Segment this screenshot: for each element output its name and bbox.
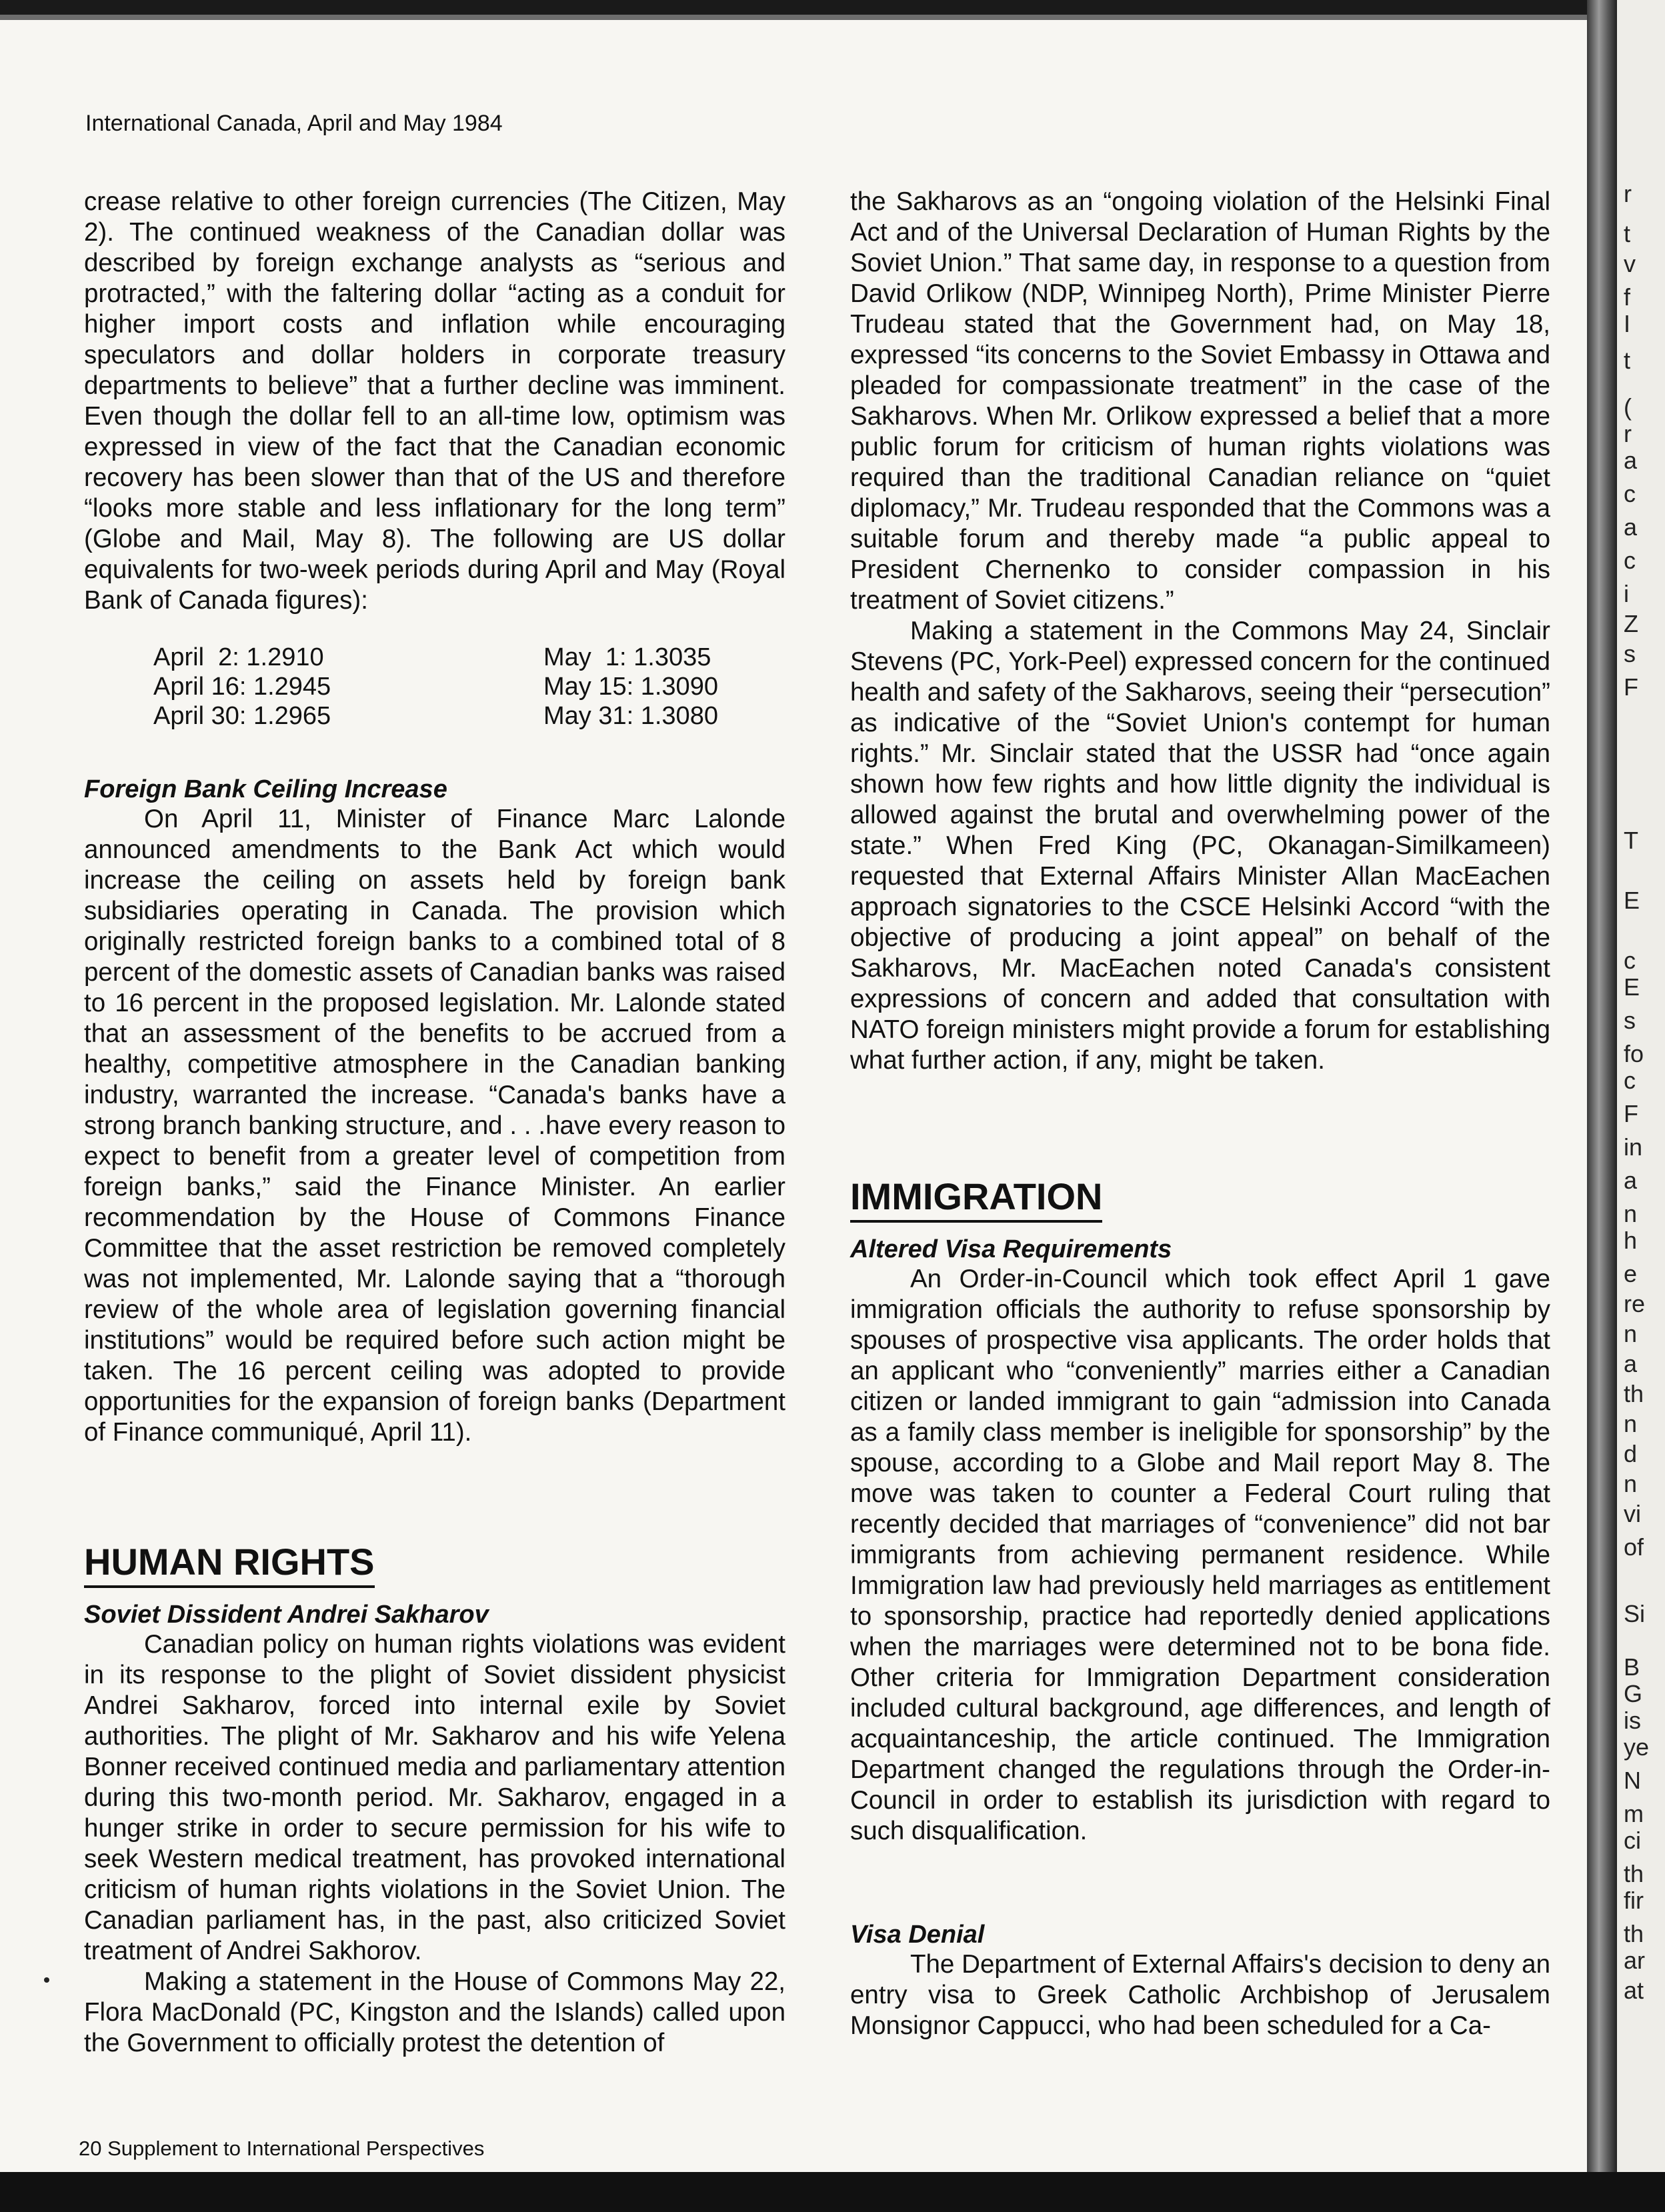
section-title-immigration: IMMIGRATION xyxy=(850,1176,1102,1223)
right-column xyxy=(850,187,1550,2041)
left-column xyxy=(84,187,785,2059)
facing-page-fragment: F xyxy=(1624,1100,1638,1127)
facing-page-fragment: of xyxy=(1624,1533,1644,1561)
facing-page-fragment: fo xyxy=(1624,1040,1644,1067)
facing-page-fragment: vi xyxy=(1624,1500,1641,1527)
facing-page-fragment: f xyxy=(1624,283,1631,311)
facing-page-fragment: s xyxy=(1624,640,1636,667)
facing-page-fragment: a xyxy=(1624,513,1638,541)
facing-page-fragment: a xyxy=(1624,447,1638,474)
paragraph-sakharov-1: Canadian policy on human rights violations was evident in its response to the plight of Soviet dissident physicist Andrei Sakharov, forced into internal exile by Soviet authorities. The plight of Mr. Sakharov and his wife Yelena Bonner received continued media and parliamentary attention during this two-month period. Mr. Sakharov, engaged in a hunger strike in order to secure permission for his wife to seek Western medical treatment, has provoked international criticism of human rights violations in the Soviet Union. The Canadian parliament has, in the past, also criticized Soviet treatment of Andrei Sakhorov. xyxy=(84,1630,785,1965)
scan-bottom-edge xyxy=(0,2172,1665,2212)
section-title-human-rights: HUMAN RIGHTS xyxy=(84,1541,375,1588)
paragraph-foreign-bank: On April 11, Minister of Finance Marc Lalonde announced amendments to the Bank Act which would increase the ceiling on assets held by foreign bank subsidiaries operating in Canada. The provision which originally restricted foreign banks to a combined total of 8 percent of the domestic assets of Canadian banks was raised to 16 percent in the proposed legislation. Mr. Lalonde stated that an assessment of the benefits to be accrued from a healthy, competitive atmosphere in the Canadian banking industry, warranted the increase. “Canada's banks have a strong branch banking structure, and . . .have every reason to expect to benefit from a greater level of competition from foreign banks,” said the Finance Minister. An earlier recommendation by the House of Commons Finance Committee that the asset restriction be removed completely was not implemented, Mr. Lalonde saying that a “thorough review of the whole area of legislation governing financial institutions” would be required before such action might be taken. The 16 percent ceiling was adopted to provide opportunities for the expansion of foreign banks (Department of Finance communiqué, April 11). xyxy=(84,805,785,1447)
facing-page-fragment: i xyxy=(1624,580,1629,607)
scan-top-shadow xyxy=(0,15,1587,20)
facing-page-fragment: is xyxy=(1624,1707,1641,1734)
exchange-rate-table xyxy=(153,643,785,731)
facing-page-fragment: G xyxy=(1624,1680,1643,1707)
facing-page-fragment: ( xyxy=(1624,393,1632,421)
facing-page-fragment: r xyxy=(1624,420,1632,447)
paragraph-visa-denial: The Department of External Affairs's decision to deny an entry visa to Greek Catholic Archbishop of Jerusalem Monsignor Cappucci, who had been scheduled for a Ca- xyxy=(850,1950,1550,2040)
facing-page-fragment: ar xyxy=(1624,1947,1646,1974)
facing-page-fragment: c xyxy=(1624,547,1636,574)
facing-page-fragment: ci xyxy=(1624,1827,1641,1854)
rate-april-16: April 16: 1.2945 xyxy=(153,673,331,701)
facing-page-fragment: re xyxy=(1624,1290,1646,1317)
facing-page-fragment: N xyxy=(1624,1767,1641,1794)
margin-dot xyxy=(44,1977,49,1983)
facing-page-fragment: h xyxy=(1624,1227,1638,1254)
facing-page-fragment: th xyxy=(1624,1380,1644,1407)
facing-page-fragment: fir xyxy=(1624,1887,1644,1914)
facing-page-fragment: th xyxy=(1624,1860,1644,1887)
rate-april-30: April 30: 1.2965 xyxy=(153,702,331,730)
facing-page-fragment: ye xyxy=(1624,1733,1650,1761)
facing-page-fragment: n xyxy=(1624,1470,1638,1497)
scan-top-edge xyxy=(0,0,1665,15)
facing-page-fragment: r xyxy=(1624,180,1632,207)
running-header: International Canada, April and May 1984 xyxy=(85,111,503,136)
facing-page-fragment: E xyxy=(1624,887,1640,914)
facing-page-fragment: e xyxy=(1624,1260,1638,1287)
facing-page-fragment: I xyxy=(1624,310,1631,337)
facing-page-fragment: n xyxy=(1624,1410,1638,1437)
facing-page-fragment: in xyxy=(1624,1133,1643,1161)
facing-page-fragment: th xyxy=(1624,1920,1644,1947)
page-footer: 20 Supplement to International Perspectives xyxy=(79,2137,485,2160)
facing-page-fragment: T xyxy=(1624,827,1638,854)
facing-page-fragment: Si xyxy=(1624,1600,1646,1627)
rate-may-1: May 1: 1.3035 xyxy=(543,643,711,671)
subheading-visa-requirements: Altered Visa Requirements xyxy=(850,1235,1172,1263)
facing-page-fragment: s xyxy=(1624,1007,1636,1034)
facing-page-fragment: at xyxy=(1624,1977,1644,2004)
facing-page-fragment: c xyxy=(1624,1067,1636,1094)
subheading-foreign-bank: Foreign Bank Ceiling Increase xyxy=(84,775,447,803)
facing-page-fragment: c xyxy=(1624,480,1636,507)
facing-page-fragment: t xyxy=(1624,347,1631,374)
subheading-visa-denial: Visa Denial xyxy=(850,1921,985,1949)
facing-page-strip xyxy=(1617,0,1665,2212)
paragraph-sakharov-4: Making a statement in the Commons May 24, Sinclair Stevens (PC, York-Peel) expressed concern for the continued health and safety of the Sakharovs, seeing their “persecution” as indicative of the “Soviet Union's contempt for human rights.” Mr. Sinclair stated that the USSR had “once again shown how few rights and how little dignity the individual is allowed against the brutal and overwhelming power of the state.” When Fred King (PC, Okanagan-Similkameen) requested that External Affairs Minister Allan MacEachen approach signatories to the CSCE Helsinki Accord “with the objective of producing a joint appeal” on behalf of the Sakharovs, Mr. MacEachen noted Canada's consistent expressions of concern and added that consultation with NATO foreign ministers might provide a forum for establishing what further action, if any, might be taken. xyxy=(850,617,1550,1075)
rate-may-31: May 31: 1.3080 xyxy=(543,702,718,730)
facing-page-fragment: Z xyxy=(1624,610,1638,637)
facing-page-fragment: m xyxy=(1624,1800,1644,1827)
facing-page-fragment: t xyxy=(1624,220,1631,247)
facing-page-fragment: n xyxy=(1624,1320,1638,1347)
paragraph-visa-requirements: An Order-in-Council which took effect April 1 gave immigration officials the authority to refuse sponsorship by spouses of prospective visa applicants. The order holds that an applicant who “conveniently” marries either a Canadian citizen or landed immigrant to gain “admission into Canada as a family class member is ineligible for sponsorship” by the spouse, according to a Globe and Mail report May 8. The move was taken to counter a Federal Court ruling that recently decided that marriages of “convenience” did not bar immigrants from achieving permanent residence. While Immigration law had previously held marriages as entitlement to sponsorship, practice had reportedly denied applications when the marriages were determined not to be bona fide. Other criteria for Immigration Department consideration included cultural background, age differences, and length of acquaintanceship, the article continued. The Immigration Department changed the regulations through the Order-in-Council in order to establish its jurisdiction with regard to such disqualification. xyxy=(850,1265,1550,1845)
paragraph-sakharov-2: Making a statement in the House of Commons May 22, Flora MacDonald (PC, Kingston and the Islands) called upon the Government to officially protest the detention of xyxy=(84,1967,785,2057)
facing-page-fragment: B xyxy=(1624,1653,1640,1681)
subheading-sakharov: Soviet Dissident Andrei Sakharov xyxy=(84,1601,489,1629)
facing-page-fragment: F xyxy=(1624,673,1638,701)
facing-page-fragment: a xyxy=(1624,1350,1638,1377)
paragraph-currency: crease relative to other foreign currencies (The Citizen, May 2). The continued weakness of the Canadian dollar was described by foreign exchange analysts as “serious and protracted,” with the faltering dollar “acting as a conduit for higher import costs and inflation while encouraging speculators and dollar holders in corporate treasury departments to believe” that a further decline was imminent. Even though the dollar fell to an all-time low, optimism was expressed in view of the fact that the Canadian economic recovery has been slower than that of the US and therefore “looks more stable and less inflationary for the long term” (Globe and Mail, May 8). The following are US dollar equivalents for two-week periods during April and May (Royal Bank of Canada figures): xyxy=(84,187,785,615)
facing-page-fragment: d xyxy=(1624,1440,1638,1467)
facing-page-fragment: E xyxy=(1624,973,1640,1001)
book-spine xyxy=(1587,0,1617,2212)
rate-may-15: May 15: 1.3090 xyxy=(543,673,718,701)
paragraph-sakharov-3: the Sakharovs as an “ongoing violation of the Helsinki Final Act and of the Universal Declaration of Human Rights by the Soviet Union.” That same day, in response to a question from David Orlikow (NDP, Winnipeg North), Prime Minister Pierre Trudeau stated that the Government had, on May 18, expressed “its concerns to the Soviet Embassy in Ottawa and pleaded for compassionate treatment” in the case of the Sakharovs. When Mr. Orlikow expressed a belief that a more public forum for criticism of human rights violations was required than the traditional Canadian reliance on “quiet diplomacy,” Mr. Trudeau responded that the Commons was a suitable forum and thereby made “a public appeal to President Chernenko to consider compassion in his treatment of Soviet citizens.” xyxy=(850,187,1550,615)
facing-page-fragment: a xyxy=(1624,1167,1638,1194)
facing-page-fragment: c xyxy=(1624,947,1636,974)
facing-page-fragment: v xyxy=(1624,250,1636,277)
rate-april-2: April 2: 1.2910 xyxy=(153,643,324,671)
facing-page-fragment: n xyxy=(1624,1200,1638,1227)
